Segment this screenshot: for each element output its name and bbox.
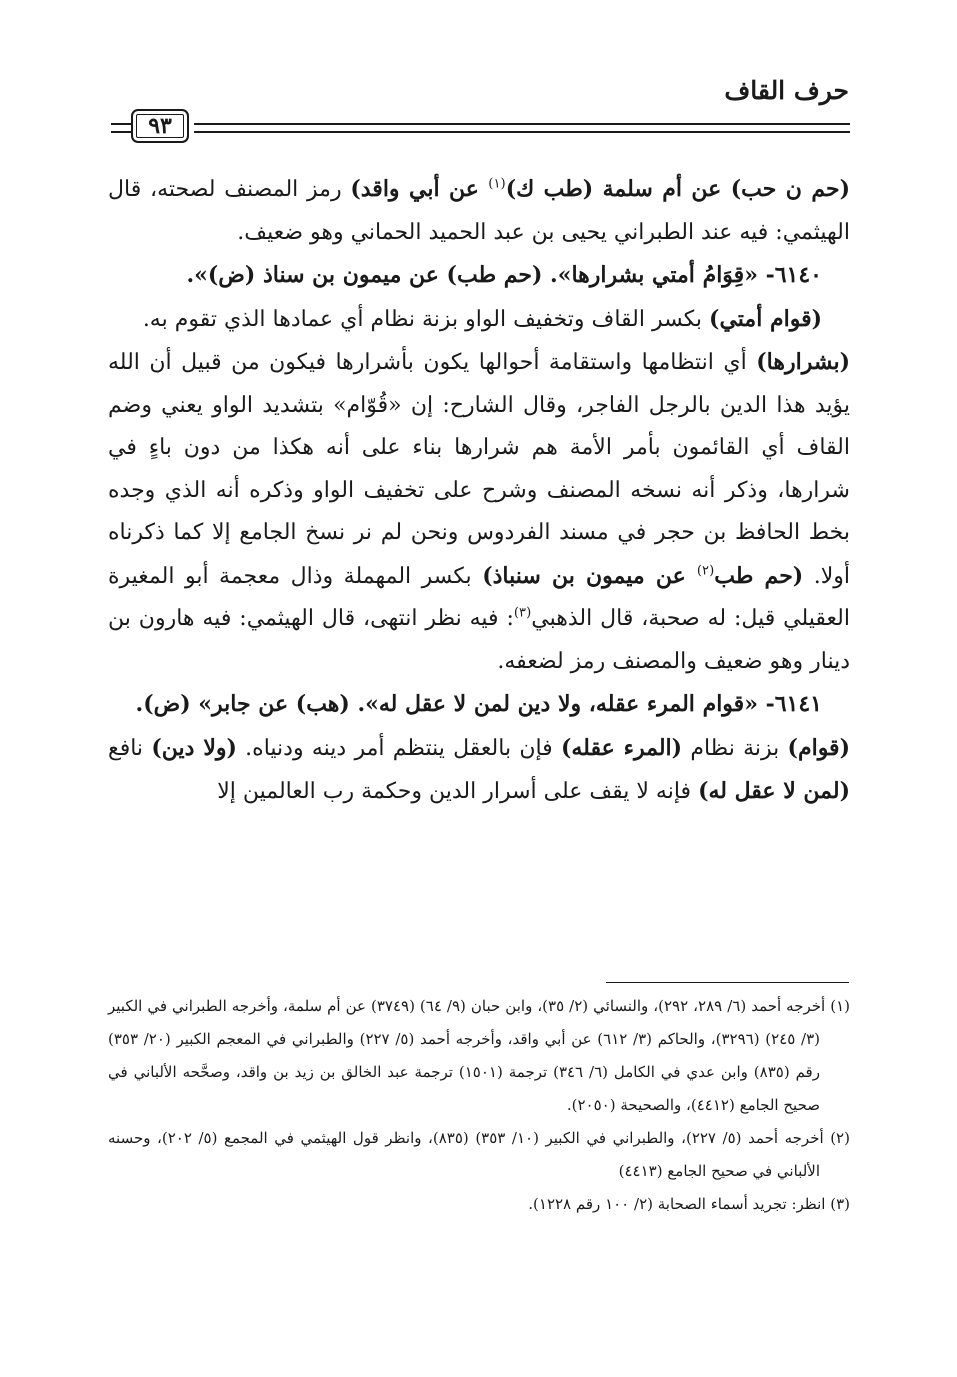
citation-bold: (قوام) (787, 734, 850, 761)
paragraph-3 (108, 298, 850, 342)
main-text (108, 168, 850, 814)
citation-bold: (قوام أمتي) (709, 305, 822, 332)
footnote-ref-3: (٣) (513, 605, 532, 621)
text-run: بكسر القاف وتخفيف الواو بزنة نظام أي عمادها الذي تقوم به. (142, 306, 710, 332)
paragraph-1 (108, 168, 850, 254)
text-run: فإنه لا يقف على أسرار الدين وحكمة رب العالمين إلا (217, 779, 699, 804)
text-run: بزنة نظام (682, 735, 788, 761)
text-run: أي انتظامها واستقامة أحوالها يكون بأشرارها فيكون من قبيل أن الله يؤيد هذا الدين بالرجل الفاجر، وقال الشارح: إن «قُوّام» بتشديد الواو يعني وضم القاف أي القائمون بأمر الأمة هم شرارها بناء على أنه هكذا من دون باءٍ في شرارها، وذكر أنه نسخه المصنف وشرح على تخفيف الواو وذكره أنه الذي وجده بخط الحافظ بن حجر في مسند الفردوس ونحن لم نر نسخ الجامع إلا كما ذكرناه أولا. (108, 350, 850, 589)
page-number: ٩٣ (131, 109, 189, 143)
footnote-ref-1: (١) (488, 176, 506, 192)
footnote-1: (١) أخرجه أحمد (٦/ ٢٨٩، ٢٩٢)، والنسائي (٢/ ٣٥)، وابن حبان (٩/ ٦٤) (٣٧٤٩) عن أم سلمة، وأخرجه الطبراني في الكبير (٣/ ٢٤٥) (٣٢٩٦)، والحاكم (٣/ ٦١٢) عن أبي واقد، وأخرجه أحمد (٥/ ٢٢٧) والطبراني في المعجم الكبير (٢٠/ ٣٥٣) رقم (٨٣٥) وابن عدي في الكامل (٦/ ٣٤٦) ترجمة (١٥٠١) ترجمة عبد الخالق بن زيد بن واقد، وصحَّحه الألباني في صحيح الجامع (٤٤١٢)، والصحيحة (٢٠٥٠). (108, 997, 851, 1114)
text-run: : فيه نظر انتهى، قال الهيثمي: فيه هارون بن دينار وهو ضعيف والمصنف رمز لضعفه. (108, 606, 850, 674)
footnote-ref-2: (٢) (696, 563, 715, 579)
text-run: بكسر المهملة وذال معجمة أبو المغيرة العقيلي قيل: له صحبة، قال الذهبي (108, 563, 850, 631)
header-rule-right (194, 123, 850, 133)
page-header-title: حرف القاف (724, 76, 849, 105)
footnote-2: (٢) أخرجه أحمد (٥/ ٢٢٧)، والطبراني في الكبير (١٠/ ٣٥٣) (٨٣٥)، وانظر قول الهيثمي في المجمع (٥/ ٢٠٢)، وحسنه الألباني في صحيح الجامع (٤٤١٣) (108, 1129, 850, 1180)
citation-bold: (المرء عقله) (560, 734, 683, 761)
text-run: نافع (108, 735, 152, 761)
header-rule-left (111, 123, 131, 133)
hadith-6141 (108, 683, 850, 727)
paragraph-4 (108, 341, 850, 683)
citation-bold: عن ميمون بن سنباذ) (482, 562, 697, 589)
citation-bold: (بشرارها) (756, 349, 850, 375)
footnotes (108, 990, 850, 1221)
text-run: فإن بالعقل ينتظم أمر دينه ودنياه. (236, 735, 561, 761)
footnote-3: (٣) انظر: تجريد أسماء الصحابة (٢/ ١٠٠ رقم ١٢٢٨). (528, 1195, 850, 1213)
citation-bold: (ولا دين) (151, 734, 237, 761)
citation-bold: عن أبي واقد) (350, 176, 489, 202)
hadith-text: ٦١٤١- «قوام المرء عقله، ولا دين لمن لا عقل له». (هب) عن جابر» (ض). (135, 691, 822, 717)
hadith-text: ٦١٤٠- «قِوَامُ أمتي بشرارها». (حم طب) عن ميمون بن سناذ (ض)». (186, 262, 822, 288)
citation-bold: (حم طب (714, 562, 804, 589)
paragraph-6 (108, 727, 850, 814)
footnote-separator (606, 982, 849, 983)
citation-bold: (حم ن حب) عن أم سلمة (طب ك) (505, 176, 850, 202)
citation-bold: (لمن لا عقل له) (698, 778, 850, 804)
text-run: رمز المصنف لصحته، قال الهيثمي: فيه عند الطبراني يحيى بن عبد الحميد الحماني وهو ضعيف. (108, 177, 850, 245)
hadith-6140 (108, 254, 850, 298)
